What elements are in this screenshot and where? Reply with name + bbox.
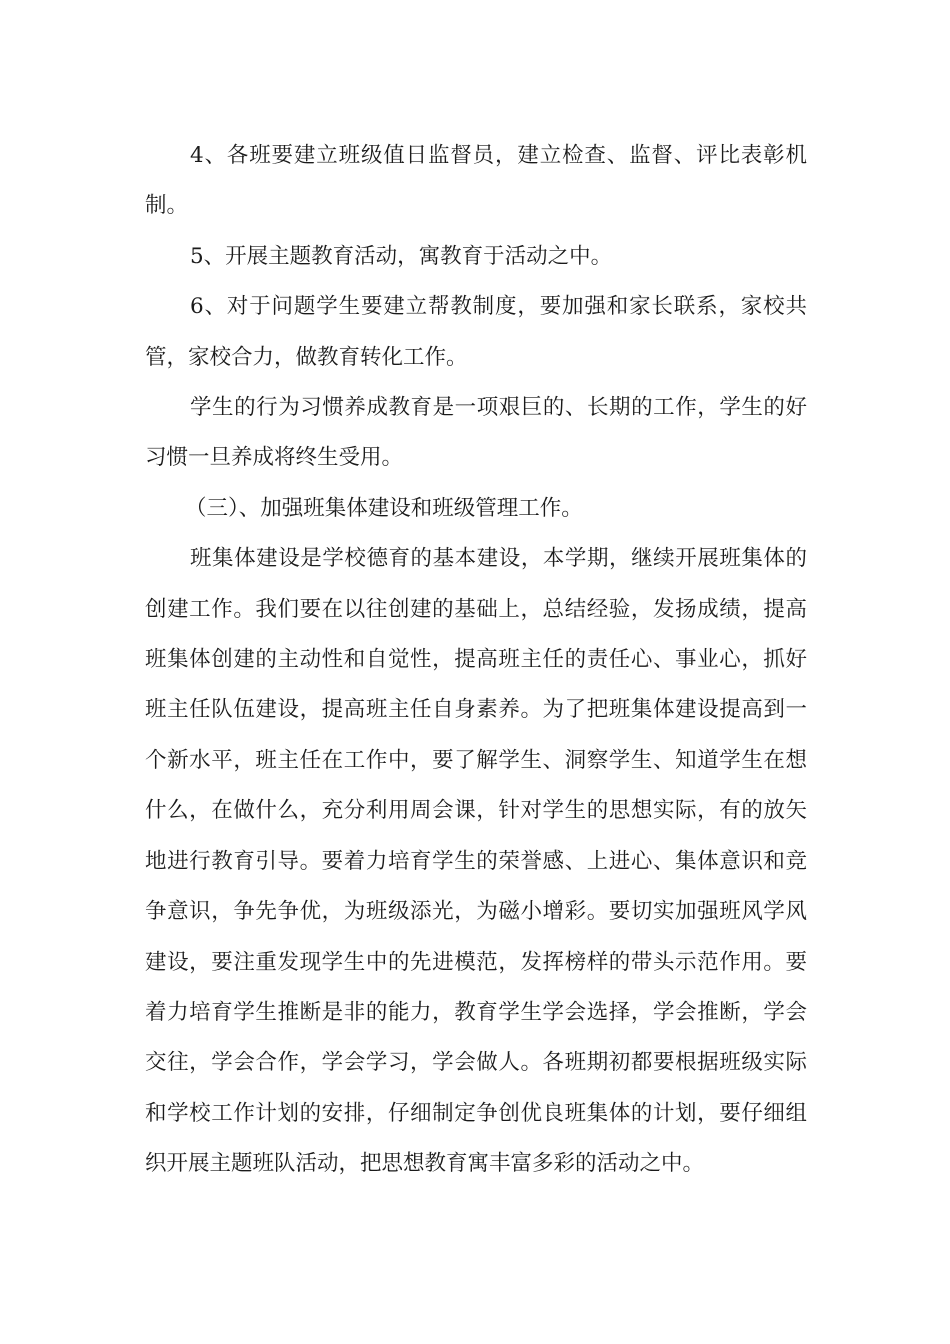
paragraph-item-4: 4、各班要建立班级值日监督员，建立检查、监督、评比表彰机制。 (145, 143, 807, 219)
document-body (145, 131, 807, 1190)
paragraph-class-building: 班集体建设是学校德育的基本建设，本学期，继续开展班集体的创建工作。我们要在以往创建的基础上，总结经验，发扬成绩，提高班集体创建的主动性和自觉性，提高班主任的责任心、事业心，抓好班主任队伍建设，提高班主任自身素养。为了把班集体建设提高到一个新水平，班主任在工作中，要了解学生、洞察学生、知道学生在想什么，在做什么，充分利用周会课，针对学生的思想实际，有的放矢地进行教育引导。要着力培育学生的荣誉感、上进心、集体意识和竞争意识，争先争优，为班级添光，为磁小增彩。要切实加强班风学风建设，要注重发现学生中的先进模范，发挥榜样的带头示范作用。要着力培育学生推断是非的能力，教育学生学会选择，学会推断，学会交往，学会合作，学会学习，学会做人。各班期初都要根据班级实际和学校工作计划的安排，仔细制定争创优良班集体的计划，要仔细组织开展主题班队活动，把思想教育寓丰富多彩的活动之中。 (145, 546, 807, 1177)
paragraph-item-5: 5、开展主题教育活动，寓教育于活动之中。 (190, 243, 613, 269)
paragraph-item-6: 6、对于问题学生要建立帮教制度，要加强和家长联系，家校共管，家校合力，做教育转化工作。 (145, 294, 807, 370)
section-heading-3: （三）、加强班集体建设和班级管理工作。 (185, 495, 583, 521)
paragraph-habit-summary: 学生的行为习惯养成教育是一项艰巨的、长期的工作，学生的好习惯一旦养成将终生受用。 (145, 395, 807, 471)
